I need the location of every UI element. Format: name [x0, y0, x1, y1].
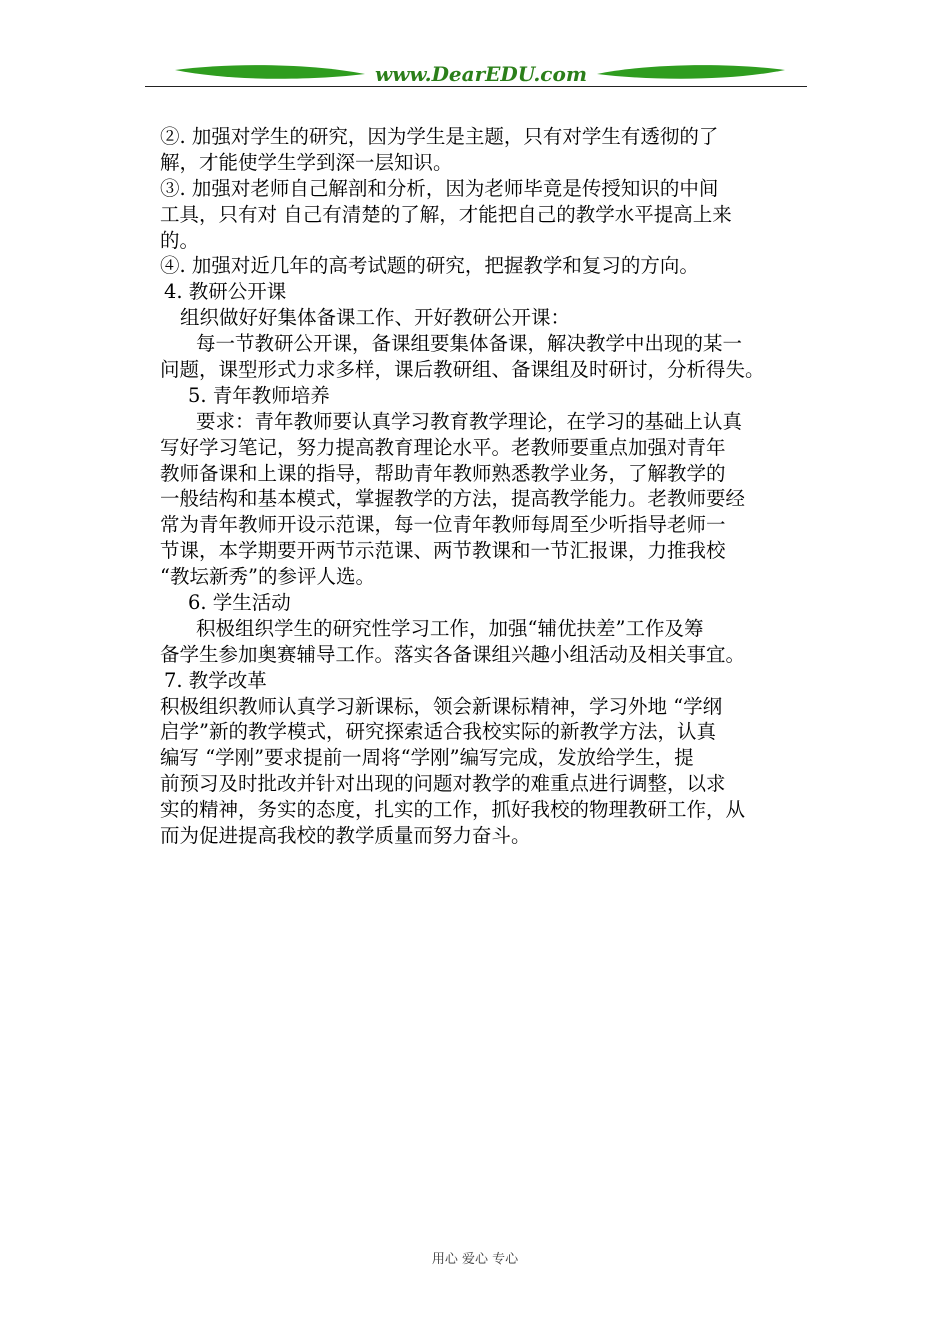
- text-line: 常为青年教师开设示范课，每一位青年教师每周至少听指导老师一: [160, 513, 726, 537]
- text-line: 7. 教学改革: [164, 668, 267, 692]
- document-body: [160, 124, 820, 849]
- text-line: 6. 学生活动: [188, 591, 291, 615]
- text-line: 备学生参加奥赛辅导工作。落实各备课组兴趣小组活动及相关事宜。: [160, 642, 746, 666]
- header-divider: [145, 86, 807, 87]
- text-line: 解，才能使学生学到深一层知识。: [160, 150, 453, 174]
- text-line: 每一节教研公开课，备课组要集体备课，解决教学中出现的某一: [196, 332, 743, 356]
- dearedu-logo: [145, 58, 807, 94]
- text-line: 的。: [160, 228, 200, 252]
- text-line: ④. 加强对近几年的高考试题的研究，把握教学和复习的方向。: [160, 254, 699, 278]
- site-logo-text: www.DearEDU.com: [374, 62, 588, 86]
- text-line: 而为促进提高我校的教学质量而努力奋斗。: [160, 824, 531, 848]
- page-footer: 用心 爱心 专心: [431, 1252, 519, 1267]
- text-line: 4. 教研公开课: [164, 280, 287, 304]
- text-line: ②. 加强对学生的研究，因为学生是主题，只有对学生有透彻的了: [160, 125, 719, 148]
- text-line: 写好学习笔记，努力提高教育理论水平。老教师要重点加强对青年: [160, 435, 726, 459]
- text-line: ③. 加强对老师自己解剖和分析，因为老师毕竟是传授知识的中间: [160, 176, 719, 200]
- text-line: “教坛新秀”的参评人选。: [160, 565, 375, 589]
- text-line: 教师备课和上课的指导，帮助青年教师熟悉教学业务，了解教学的: [160, 461, 726, 485]
- text-line: 实的精神，务实的态度，扎实的工作，抓好我校的物理教研工作，从: [160, 798, 746, 822]
- text-line: 编写 “学刚”要求提前一周将“学刚”编写完成，发放给学生，提: [160, 746, 694, 770]
- text-line: 一般结构和基本模式，掌握教学的方法，提高教学能力。老教师要经: [160, 487, 746, 511]
- text-line: 工具，只有对 自己有清楚的了解，才能把自己的教学水平提高上来: [160, 202, 732, 226]
- text-line: 组织做好好集体备课工作、开好教研公开课：: [180, 306, 571, 330]
- left-leaf-swoosh: [175, 65, 365, 79]
- header-banner: [145, 58, 807, 94]
- text-line: 5. 青年教师培养: [188, 383, 330, 407]
- text-line: 前预习及时批改并针对出现的问题对教学的难重点进行调整，以求: [160, 772, 726, 796]
- text-line: 启学”新的教学模式，研究探索适合我校实际的新教学方法，认真: [160, 720, 716, 744]
- text-line: 积极组织学生的研究性学习工作，加强“辅优扶差”工作及筹: [196, 616, 704, 640]
- text-line: 要求：青年教师要认真学习教育教学理论，在学习的基础上认真: [196, 409, 743, 433]
- right-leaf-swoosh: [597, 65, 785, 79]
- text-line: 积极组织教师认真学习新课标，领会新课标精神，学习外地 “学纲: [160, 694, 723, 718]
- text-line: 节课，本学期要开两节示范课、两节教课和一节汇报课，力推我校: [160, 539, 726, 563]
- text-line: 问题，课型形式力求多样，课后教研组、备课组及时研讨，分析得失。: [160, 358, 765, 382]
